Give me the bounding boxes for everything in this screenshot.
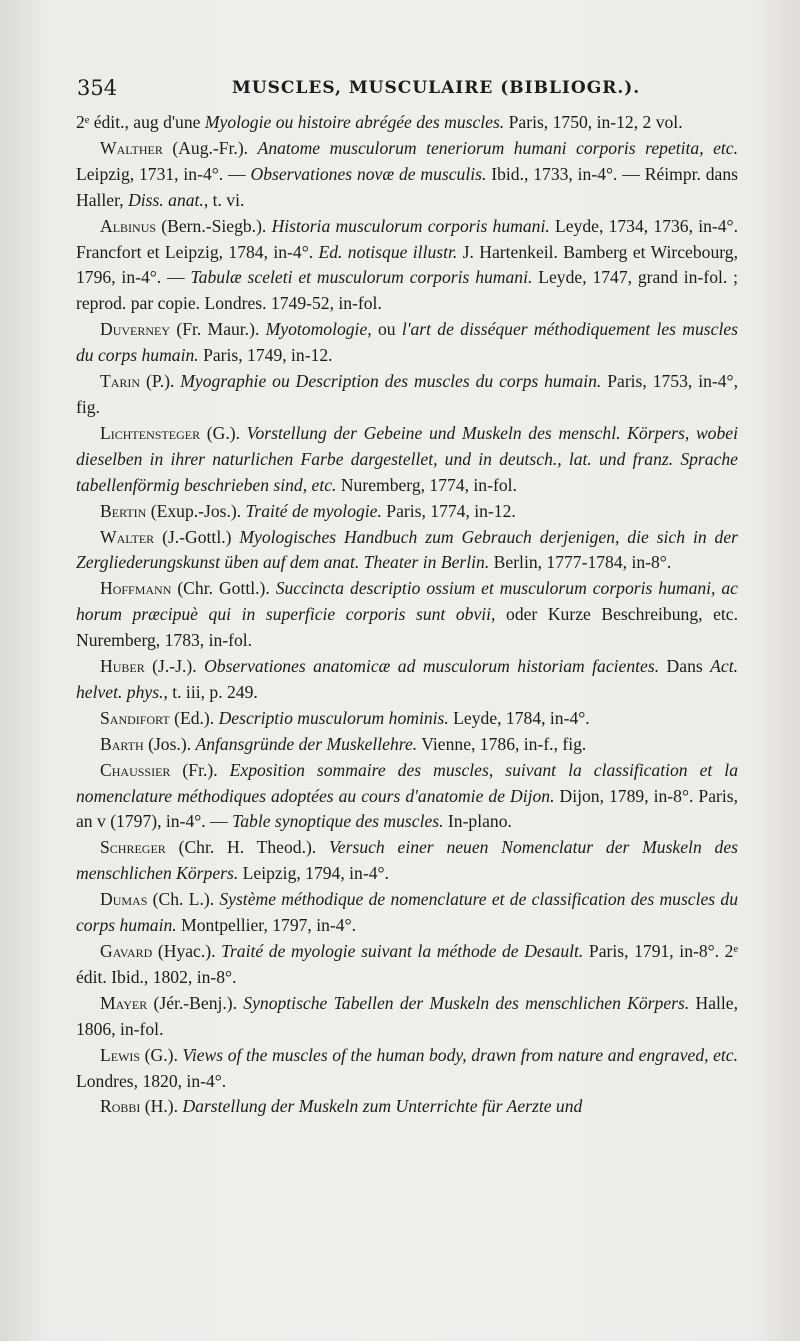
running-title: MUSCLES, MUSCULAIRE (BIBLIOGR.).: [232, 78, 641, 98]
entry-text: In-plano.: [443, 811, 512, 832]
entry-text: (Chr. H. Theod.).: [165, 837, 330, 858]
entry-author: Huber: [100, 656, 145, 677]
entry-title: Descriptio musculorum hominis.: [218, 707, 449, 728]
entry-title: Diss. anat.: [128, 189, 204, 210]
entry-title: Exposition sommaire des muscles, suivant la classification et la nomenclature méthodiques adoptées au cours d'anatomie de Dijon.: [76, 759, 738, 806]
entry-title: Traité de myologie.: [245, 500, 382, 521]
bibliography-entry: [76, 758, 738, 836]
entry-text: (H.).: [140, 1096, 183, 1117]
entry-text: (Exup.-Jos.).: [146, 500, 246, 521]
entry-text: 2ᵉ édit., aug d'une: [76, 112, 205, 132]
entry-author: Chaussier: [100, 759, 171, 780]
entry-author: Sandifort: [100, 707, 170, 728]
entry-text: (Aug.-Fr.).: [162, 137, 258, 158]
entry-title: Anatome musculorum teneriorum humani corporis repetita, etc.: [257, 137, 739, 158]
bibliography-entry: [76, 1043, 738, 1095]
entry-author: Dumas: [100, 889, 148, 910]
entry-text: (Jér.-Benj.).: [147, 992, 244, 1013]
entry-text: (Ed.).: [169, 707, 219, 728]
entry-title: Act. helvet. phys.: [76, 656, 738, 702]
bibliography-entry: [76, 654, 738, 706]
bibliography-entry: [76, 706, 738, 732]
bibliography-entry: [76, 991, 738, 1043]
entry-text: (Jos.).: [143, 733, 196, 754]
entry-title: Myographie ou Description des muscles du corps humain.: [180, 371, 602, 392]
entry-title: Views of the muscles of the human body, drawn from nature and engraved, etc.: [182, 1044, 738, 1065]
entry-text: J. Hartenkeil. Bamberg et Wircebourg, 1796, in-4°. —: [76, 241, 738, 288]
entry-title: Table synoptique des muscles.: [232, 811, 444, 832]
entry-author: Hoffmann: [100, 578, 172, 599]
bibliography-entry: [76, 835, 738, 887]
entry-text: (G.).: [200, 422, 247, 443]
entry-author: Gavard: [100, 941, 153, 961]
entry-title: Traité de myologie suivant la méthode de Desault.: [221, 941, 584, 961]
entry-text: (Ch. L.).: [147, 889, 220, 910]
entry-text: (J.-Gottl.): [154, 526, 240, 547]
entry-author: Schreger: [100, 837, 166, 858]
entry-text: Londres, 1820, in-4°.: [76, 1070, 227, 1091]
entry-text: , t. iii, p. 249.: [163, 681, 258, 702]
bibliography-text: [76, 110, 738, 1120]
entry-author: Duverney: [100, 319, 171, 340]
entry-text: (J.-J.).: [144, 656, 205, 677]
bibliography-entry: [76, 525, 738, 577]
page-number: 354: [77, 76, 118, 100]
entry-title: Myologie ou histoire abrégée des muscles.: [204, 112, 505, 132]
entry-title: Darstellung der Muskeln zum Unterrichte für Aerzte und: [182, 1096, 583, 1117]
entry-text: Leipzig, 1794, in-4°.: [238, 863, 389, 884]
entry-author: Albinus: [100, 215, 157, 236]
entry-title: Système méthodique de nomenclature et de classification des muscles du corps humain.: [76, 889, 738, 936]
entry-title: Vorstellung der Gebeine und Muskeln des menschl. Körpers, wobei dieselben in ihrer naturlichen Farbe dargestellet, und in deutsch., lat. und franz. Sprache tabellenförmig beschrieben sind, etc.: [76, 422, 738, 495]
entry-text: Halle, 1806, in-fol.: [76, 992, 738, 1039]
bibliography-entry: [76, 499, 738, 525]
entry-text: Berlin, 1777-1784, in-8°.: [489, 552, 672, 573]
entry-title: Synoptische Tabellen der Muskeln des menschlichen Körpers.: [243, 992, 690, 1013]
bibliography-entry: [76, 136, 738, 214]
bibliography-entry: [76, 214, 738, 318]
entry-author: Robbi: [100, 1096, 141, 1117]
entry-text: Paris, 1750, in-12, 2 vol.: [504, 112, 683, 132]
entry-title: Observationes novæ de musculis.: [250, 163, 487, 184]
bibliography-entry: [76, 1094, 738, 1120]
page-header: [77, 76, 737, 104]
bibliography-entry: [76, 576, 738, 654]
entry-text: Dijon, 1789, in-8°. Paris, an v (1797), in-4°. —: [76, 785, 738, 832]
entry-title: Observationes anatomicæ ad musculorum historiam facientes.: [204, 656, 660, 677]
entry-author: Walther: [100, 137, 163, 158]
bibliography-entry: [76, 732, 738, 758]
entry-text: Montpellier, 1797, in-4°.: [176, 915, 357, 936]
entry-title: Myologisches Handbuch zum Gebrauch derjenigen, die sich in der Zergliederungskunst üben auf dem anat. Theater in Berlin.: [76, 526, 738, 573]
entry-text: (Fr.).: [170, 759, 230, 780]
entry-author: Walter: [100, 526, 155, 547]
entry-title: l'art de disséquer méthodiquement les muscles du corps humain.: [76, 319, 739, 366]
entry-text: (Chr. Gottl.).: [171, 578, 276, 599]
entry-text: Leyde, 1734, 1736, in-4°. Francfort et Leipzig, 1784, in-4°.: [76, 215, 738, 262]
entry-text: Paris, 1774, in-12.: [381, 500, 516, 521]
entry-author: Tarin: [100, 371, 141, 392]
entry-text: (Fr. Maur.).: [170, 319, 266, 340]
entry-text: ou: [371, 319, 402, 340]
bibliography-entry: [76, 110, 738, 136]
entry-author: Barth: [100, 733, 144, 754]
entry-title: Ed. notisque illustr.: [318, 241, 458, 262]
entry-text: (Hyac.).: [152, 941, 222, 961]
entry-text: oder Kurze Beschreibung, etc. Nuremberg, 1783, in-fol.: [76, 604, 738, 651]
entry-title: Tabulæ sceleti et musculorum corporis humani.: [190, 267, 533, 288]
entry-title: Historia musculorum corporis humani.: [271, 215, 550, 236]
entry-text: Ibid., 1733, in-4°. — Réimpr. dans Haller,: [76, 163, 739, 210]
bibliography-entry: [76, 887, 738, 939]
entry-text: Dans: [659, 656, 711, 677]
entry-text: (Bern.-Siegb.).: [156, 215, 272, 236]
entry-author: Lichtensteger: [100, 422, 201, 443]
bibliography-entry: [76, 939, 738, 991]
entry-title: Succincta descriptio ossium et musculorum corporis humani, ac horum præcipuè qui in superficie corporis sunt obvii,: [76, 578, 738, 625]
entry-text: Nuremberg, 1774, in-fol.: [336, 474, 517, 495]
entry-text: (G.).: [140, 1044, 183, 1065]
entry-text: Vienne, 1786, in-f., fig.: [417, 733, 587, 754]
entry-title: Myotomologie,: [265, 319, 372, 340]
entry-author: Mayer: [100, 992, 148, 1013]
entry-title: Versuch einer neuen Nomenclatur der Muskeln des menschlichen Körpers.: [76, 837, 738, 884]
entry-author: Lewis: [100, 1044, 141, 1065]
entry-text: Leyde, 1747, grand in-fol. ; reprod. par copie. Londres. 1749-52, in-fol.: [76, 267, 739, 314]
entry-text: Paris, 1749, in-12.: [198, 345, 333, 366]
entry-text: Paris, 1753, in-4°, fig.: [76, 371, 738, 417]
entry-text: Paris, 1791, in-8°. 2ᵉ édit. Ibid., 1802, in-8°.: [76, 941, 738, 987]
entry-text: , t. vi.: [203, 189, 245, 210]
entry-author: Bertin: [100, 500, 147, 521]
bibliography-entry: [76, 421, 738, 499]
entry-title: Anfansgründe der Muskellehre.: [195, 733, 418, 754]
bibliography-entry: [76, 317, 738, 369]
entry-text: Leipzig, 1731, in-4°. —: [76, 163, 251, 184]
entry-text: (P.).: [140, 371, 181, 392]
entry-text: Leyde, 1784, in-4°.: [448, 707, 590, 728]
bibliography-entry: [76, 369, 738, 421]
